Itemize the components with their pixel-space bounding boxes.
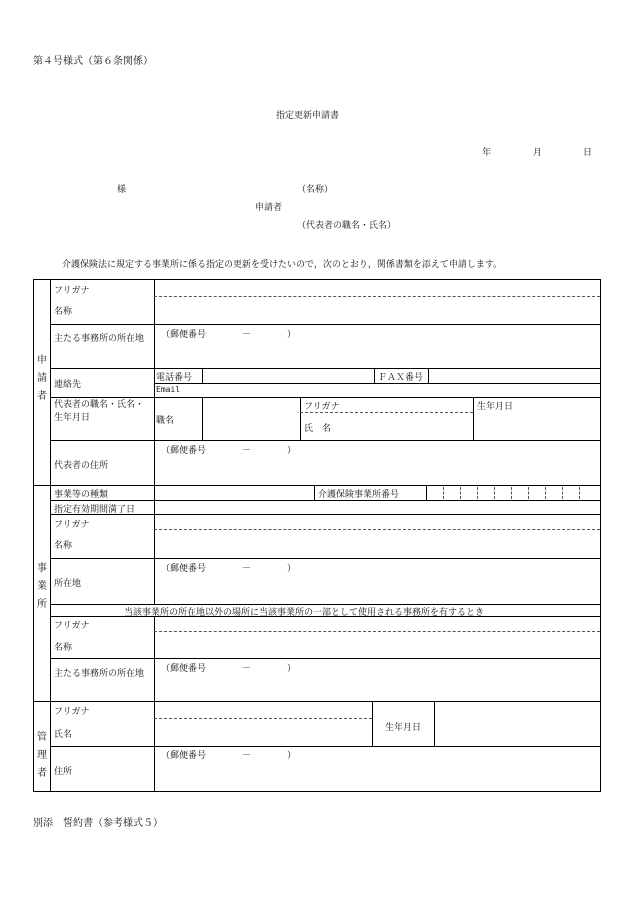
office-furigana2-label: フリガナ	[54, 621, 90, 631]
rep-birthdate-label: 生年月日	[477, 402, 514, 412]
digit-box-divider	[562, 487, 563, 499]
office-furigana-label: フリガナ	[54, 520, 90, 530]
cell-divider	[300, 397, 301, 440]
furigana-divider	[154, 296, 600, 297]
digit-box-divider	[579, 487, 580, 499]
expiry-date-label: 指定有効期間満了日	[54, 505, 136, 515]
digit-box-divider	[443, 487, 444, 499]
statement: 介護保険法に規定する事業所に係る指定の更新を受けたいので，次のとおり，関係書類を添えて申請します。	[62, 260, 503, 270]
row-divider	[50, 324, 600, 325]
form-number: 第４号様式（第６条関係）	[33, 56, 153, 67]
cell-divider	[202, 397, 203, 440]
business-type-label: 事業等の種類	[54, 490, 109, 500]
applicant-email-label: Email	[156, 385, 181, 394]
cell-divider	[314, 485, 315, 500]
page-title: 指定更新申請書	[276, 111, 340, 121]
applicant-furigana-label: フリガナ	[54, 286, 90, 296]
rep-furigana-label: フリガナ	[304, 402, 340, 412]
office-name2-label: 名称	[54, 643, 73, 653]
applicant-label: 申請者	[255, 203, 283, 213]
application-form-table	[33, 279, 601, 792]
other-location-note: 当該事業所の所在地以外の場所に当該事業所の一部として使用される事務所を有するとき	[124, 608, 485, 618]
applicant-phone-label: 電話番号	[156, 373, 193, 383]
row-divider	[50, 368, 600, 369]
furigana-divider	[154, 718, 372, 719]
digit-box-divider	[545, 487, 546, 499]
row-divider	[50, 500, 600, 501]
office-postal-code2: （郵便番号 － ）	[161, 664, 297, 674]
date-day-label: 日	[583, 148, 593, 158]
cell-divider	[372, 701, 373, 746]
manager-address-label: 住所	[54, 767, 73, 777]
office-name-label: 名称	[54, 541, 73, 551]
rep-name-label: 氏 名	[304, 424, 332, 434]
addressee-suffix: 様	[117, 185, 127, 195]
label-column-divider	[154, 485, 155, 604]
office-postal-code: （郵便番号 － ）	[161, 564, 297, 574]
applicant-main-office-label: 主たる事務所の所在地	[54, 334, 145, 344]
row-divider	[154, 383, 600, 384]
digit-box-divider	[528, 487, 529, 499]
furigana-divider	[154, 529, 600, 530]
manager-section-label: 管 理 者	[37, 732, 47, 779]
cell-divider	[473, 397, 474, 440]
office-location-label: 所在地	[54, 579, 82, 589]
cell-divider	[434, 701, 435, 746]
section-divider	[34, 701, 600, 702]
applicant-postal-code: （郵便番号 － ）	[161, 330, 297, 340]
column-divider	[50, 280, 51, 791]
row-divider	[50, 397, 600, 398]
date-month-label: 月	[533, 148, 543, 158]
digit-box-divider	[511, 487, 512, 499]
row-divider	[50, 440, 600, 441]
manager-name-label: 氏名	[54, 730, 73, 740]
rep-note: （代表者の職名・氏名）	[297, 221, 397, 231]
rep-title-name-label: 代表者の職名・氏名・生年月日	[54, 400, 145, 423]
row-divider	[50, 558, 600, 559]
office-section-label: 事 業 所	[37, 563, 47, 610]
office-main-office-label: 主たる事務所の所在地	[54, 669, 145, 679]
cell-divider	[426, 485, 427, 500]
rep-address-label: 代表者の住所	[54, 461, 109, 471]
row-divider	[50, 746, 600, 747]
section-divider	[34, 485, 600, 486]
digit-box-divider	[460, 487, 461, 499]
furigana-divider	[300, 412, 473, 413]
name-note: （名称）	[297, 185, 334, 195]
cell-divider	[202, 368, 203, 383]
attachment-note: 別添 誓約書（参考様式５）	[33, 818, 163, 829]
cell-divider	[374, 368, 375, 383]
row-divider	[50, 658, 600, 659]
rep-postal-code: （郵便番号 － ）	[161, 446, 297, 456]
applicant-section-label: 申 請 者	[37, 355, 47, 402]
date-year-label: 年	[482, 148, 492, 158]
manager-furigana-label: フリガナ	[54, 707, 90, 717]
manager-birthdate-label: 生年月日	[385, 723, 422, 733]
applicant-fax-label: ＦＡＸ番号	[378, 373, 424, 383]
digit-box-divider	[477, 487, 478, 499]
manager-postal-code: （郵便番号 － ）	[161, 751, 297, 761]
insurance-number-label: 介護保険事業所番号	[318, 490, 400, 500]
cell-divider	[428, 368, 429, 383]
digit-box-divider	[494, 487, 495, 499]
furigana-divider	[154, 631, 600, 632]
applicant-name-label: 名称	[54, 307, 73, 317]
rep-position-label: 職名	[156, 416, 175, 426]
applicant-contact-label: 連絡先	[54, 380, 82, 390]
